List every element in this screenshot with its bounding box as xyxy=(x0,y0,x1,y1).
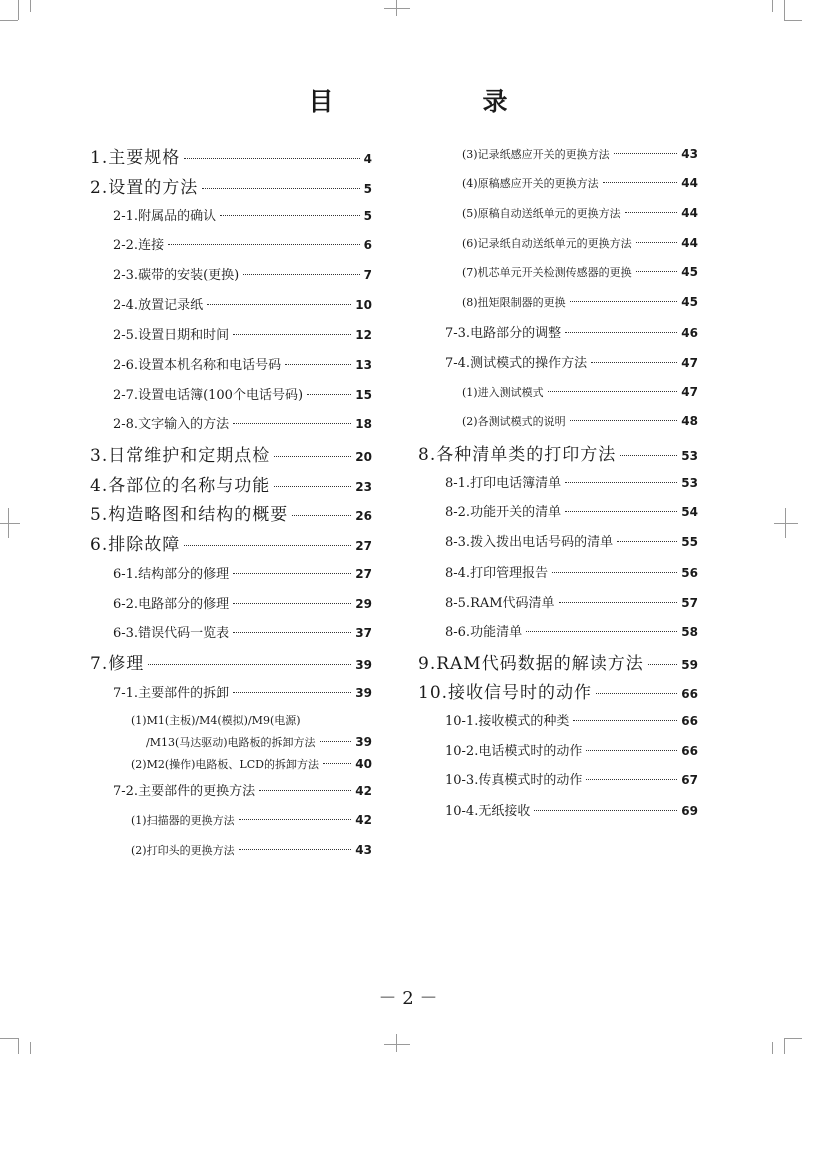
toc-entry-text: 10-1.接收模式的种类 xyxy=(445,714,570,729)
toc-entry[interactable] xyxy=(445,322,698,341)
toc-page-number: 69 xyxy=(681,804,698,818)
toc-entry-text: 2-3.碳带的安装(更换) xyxy=(113,268,240,283)
toc-entry-text: 10.接收信号时的动作 xyxy=(418,683,593,703)
toc-page-number: 47 xyxy=(681,385,698,399)
crop-mark xyxy=(774,523,798,524)
toc-page-number: 39 xyxy=(355,735,372,749)
toc-entry[interactable] xyxy=(462,264,698,280)
leader-dots xyxy=(586,750,677,751)
toc-entry[interactable] xyxy=(146,734,372,750)
toc-page-number: 4 xyxy=(363,152,372,166)
toc-entry[interactable] xyxy=(90,649,372,674)
toc-page-number: 54 xyxy=(681,505,698,519)
toc-entry[interactable] xyxy=(445,592,698,611)
toc-entry[interactable] xyxy=(445,740,698,759)
leader-dots xyxy=(184,158,359,159)
toc-page-number: 5 xyxy=(363,182,372,196)
leader-dots xyxy=(565,482,677,483)
toc-entry[interactable] xyxy=(131,756,372,772)
toc-page-number: 44 xyxy=(681,236,698,250)
toc-entry[interactable] xyxy=(462,175,698,191)
leader-dots xyxy=(565,332,677,333)
toc-entry-text: (5)原稿自动送纸单元的更换方法 xyxy=(462,207,621,220)
toc-entry-text: 10-2.电话模式时的动作 xyxy=(445,744,583,759)
toc-page-number: 37 xyxy=(355,626,372,640)
toc-entry[interactable] xyxy=(113,563,372,582)
leader-dots xyxy=(570,301,678,302)
leader-dots xyxy=(233,692,351,693)
toc-entry-text: (2)各测试模式的说明 xyxy=(462,415,566,428)
toc-entry[interactable] xyxy=(131,842,372,858)
leader-dots xyxy=(320,741,352,742)
leader-dots xyxy=(307,394,351,395)
toc-page-number: 29 xyxy=(355,597,372,611)
leader-dots xyxy=(148,664,351,665)
leader-dots xyxy=(552,572,677,573)
toc-entry-text: 4.各部位的名称与功能 xyxy=(90,476,271,496)
toc-entry[interactable] xyxy=(462,235,698,251)
toc-entry-text: (1)扫描器的更换方法 xyxy=(131,814,235,827)
toc-page-number: 47 xyxy=(681,356,698,370)
toc-entry-text: (7)机芯单元开关检测传感器的更换 xyxy=(462,266,632,279)
toc-entry[interactable] xyxy=(113,324,372,343)
toc-entry-text: 8-6.功能清单 xyxy=(445,625,523,640)
toc-entry[interactable] xyxy=(113,294,372,313)
toc-entry[interactable] xyxy=(445,501,698,520)
toc-entry[interactable] xyxy=(445,562,698,581)
toc-entry-text: 6-3.错误代码一览表 xyxy=(113,626,230,641)
leader-dots xyxy=(323,763,351,764)
toc-entry[interactable] xyxy=(113,264,372,283)
toc-entry[interactable] xyxy=(418,440,698,465)
toc-entry-text: 7-3.电路部分的调整 xyxy=(445,326,562,341)
toc-page-number: 43 xyxy=(681,147,698,161)
toc-page-number: 6 xyxy=(363,238,372,252)
leader-dots xyxy=(603,182,678,183)
leader-dots xyxy=(292,515,351,516)
toc-entry[interactable] xyxy=(445,800,698,819)
toc-entry-text: 8-1.打印电话簿清单 xyxy=(445,476,562,491)
toc-page-number: 46 xyxy=(681,326,698,340)
toc-entry[interactable] xyxy=(445,531,698,550)
crop-mark xyxy=(30,1042,31,1054)
leader-dots xyxy=(636,242,678,243)
leader-dots xyxy=(526,631,677,632)
toc-entry-text: 5.构造略图和结构的概要 xyxy=(90,505,289,525)
toc-entry[interactable] xyxy=(113,384,372,403)
toc-entry-text: 8-4.打印管理报告 xyxy=(445,566,549,581)
toc-entry-text: 10-4.无纸接收 xyxy=(445,804,531,819)
toc-entry[interactable] xyxy=(462,205,698,221)
toc-entry[interactable] xyxy=(113,413,372,432)
toc-page-number: 66 xyxy=(681,714,698,728)
toc-entry-text: (8)扭矩限制器的更换 xyxy=(462,296,566,309)
toc-entry[interactable] xyxy=(418,649,698,674)
toc-page-number: 12 xyxy=(355,328,372,342)
toc-page-number: 45 xyxy=(681,265,698,279)
leader-dots xyxy=(207,304,351,305)
toc-entry-text: 2-5.设置日期和时间 xyxy=(113,328,230,343)
toc-entry[interactable] xyxy=(445,472,698,491)
crop-mark xyxy=(0,523,20,524)
toc-page-number: 43 xyxy=(355,843,372,857)
toc-entry-text: 7-4.测试模式的操作方法 xyxy=(445,356,588,371)
toc-page-number: 27 xyxy=(355,567,372,581)
toc-entry-text: 8-2.功能开关的清单 xyxy=(445,505,562,520)
toc-entry-text: (1)进入测试模式 xyxy=(462,386,544,399)
crop-mark xyxy=(784,0,785,20)
toc-entry-text: 8-5.RAM代码清单 xyxy=(445,596,555,611)
toc-page-number: 44 xyxy=(681,176,698,190)
crop-mark xyxy=(384,8,410,9)
leader-dots xyxy=(548,391,678,392)
toc-entry[interactable] xyxy=(462,413,698,429)
toc-page-number: 26 xyxy=(355,509,372,523)
leader-dots xyxy=(617,541,677,542)
toc-page-number: 53 xyxy=(681,449,698,463)
toc-page-number: 44 xyxy=(681,206,698,220)
leader-dots xyxy=(168,244,360,245)
toc-entry[interactable] xyxy=(113,780,372,799)
leader-dots xyxy=(233,423,351,424)
crop-mark xyxy=(30,0,31,12)
crop-mark xyxy=(0,1038,18,1039)
page-title: 目 录 xyxy=(308,87,570,116)
toc-entry[interactable] xyxy=(90,530,372,555)
toc-entry[interactable] xyxy=(445,352,698,371)
crop-mark xyxy=(0,20,18,21)
leader-dots xyxy=(620,455,677,456)
toc-page-number: 13 xyxy=(355,358,372,372)
leader-dots xyxy=(559,602,678,603)
page-number: － 2 － xyxy=(378,988,438,1009)
toc-entry-text: (2)打印头的更换方法 xyxy=(131,844,235,857)
toc-entry-text: 6.排除故障 xyxy=(90,535,181,555)
toc-entry-text: 10-3.传真模式时的动作 xyxy=(445,773,583,788)
toc-page-number: 42 xyxy=(355,784,372,798)
toc-entry[interactable] xyxy=(113,593,372,612)
leader-dots xyxy=(233,573,351,574)
leader-dots xyxy=(596,693,677,694)
toc-entry-text: 8-3.拨入拨出电话号码的清单 xyxy=(445,535,614,550)
leader-dots xyxy=(239,849,352,850)
leader-dots xyxy=(259,790,351,791)
toc-entry[interactable] xyxy=(445,769,698,788)
toc-page-number: 66 xyxy=(681,744,698,758)
crop-mark xyxy=(772,0,773,12)
toc-entry-text: 1.主要规格 xyxy=(90,148,181,168)
toc-entry[interactable] xyxy=(90,441,372,466)
leader-dots xyxy=(573,720,677,721)
leader-dots xyxy=(636,271,678,272)
crop-mark xyxy=(396,1034,397,1052)
leader-dots xyxy=(570,420,678,421)
crop-mark xyxy=(784,1038,802,1039)
toc-entry-text: 2-6.设置本机名称和电话号码 xyxy=(113,358,282,373)
toc-page-number: 58 xyxy=(681,625,698,639)
toc-entry[interactable] xyxy=(113,234,372,253)
toc-page-number: 40 xyxy=(355,757,372,771)
toc-page-number: 27 xyxy=(355,539,372,553)
leader-dots xyxy=(184,545,351,546)
toc-entry[interactable] xyxy=(462,294,698,310)
crop-mark xyxy=(384,1044,410,1045)
toc-page-number: 39 xyxy=(355,658,372,672)
toc-page-number: 56 xyxy=(681,566,698,580)
toc-entry-text: 3.日常维护和定期点检 xyxy=(90,446,271,466)
crop-mark xyxy=(784,20,802,21)
leader-dots xyxy=(220,215,360,216)
toc-entry[interactable] xyxy=(462,384,698,400)
toc-entry-text: 7-1.主要部件的拆卸 xyxy=(113,686,230,701)
toc-entry[interactable] xyxy=(90,471,372,496)
toc-page-number: 66 xyxy=(681,687,698,701)
toc-entry-text: 2-4.放置记录纸 xyxy=(113,298,204,313)
toc-page-number: 5 xyxy=(363,209,372,223)
crop-mark xyxy=(18,0,19,20)
toc-entry-text: 2-1.附属品的确认 xyxy=(113,209,217,224)
toc-entry[interactable] xyxy=(131,812,372,828)
toc-entry-text: 7-2.主要部件的更换方法 xyxy=(113,784,256,799)
toc-page-number: 67 xyxy=(681,773,698,787)
toc-page-number: 18 xyxy=(355,417,372,431)
toc-entry-text: 2-2.连接 xyxy=(113,238,165,253)
leader-dots xyxy=(202,188,359,189)
toc-page-number: 48 xyxy=(681,414,698,428)
toc-entry[interactable] xyxy=(90,143,372,168)
toc-entry-text: (6)记录纸自动送纸单元的更换方法 xyxy=(462,237,632,250)
toc-entry[interactable] xyxy=(445,710,698,729)
leader-dots xyxy=(591,362,677,363)
toc-entry[interactable] xyxy=(90,173,372,198)
leader-dots xyxy=(534,810,677,811)
leader-dots xyxy=(614,153,678,154)
toc-page-number: 45 xyxy=(681,295,698,309)
toc-entry-text: (4)原稿感应开关的更换方法 xyxy=(462,177,599,190)
toc-entry[interactable] xyxy=(113,205,372,224)
toc-entry-text: (1)M1(主板)/M4(模拟)/M9(电源) xyxy=(131,714,301,727)
toc-entry-text: 2-8.文字输入的方法 xyxy=(113,417,230,432)
toc-entry-text: 8.各种清单类的打印方法 xyxy=(418,445,617,465)
toc-entry-text: 2-7.设置电话簿(100个电话号码) xyxy=(113,388,304,403)
toc-page-number: 42 xyxy=(355,813,372,827)
leader-dots xyxy=(239,819,352,820)
leader-dots xyxy=(274,486,351,487)
toc-entry[interactable] xyxy=(418,678,698,703)
toc-entry-text: 2.设置的方法 xyxy=(90,178,199,198)
toc-page-number: 39 xyxy=(355,686,372,700)
toc-page-number: 59 xyxy=(681,658,698,672)
toc-entry[interactable] xyxy=(113,354,372,373)
toc-page-number: 10 xyxy=(355,298,372,312)
toc-entry-text: 7.修理 xyxy=(90,654,145,674)
leader-dots xyxy=(233,632,351,633)
toc-entry[interactable] xyxy=(113,622,372,641)
leader-dots xyxy=(648,664,678,665)
leader-dots xyxy=(233,334,351,335)
toc-entry-text: (3)记录纸感应开关的更换方法 xyxy=(462,148,610,161)
toc-page-number: 57 xyxy=(681,596,698,610)
toc-entry[interactable] xyxy=(90,500,372,525)
crop-mark xyxy=(18,1038,19,1054)
toc-entry-text: (2)M2(操作)电路板、LCD的拆卸方法 xyxy=(131,758,319,771)
toc-entry-text: 9.RAM代码数据的解读方法 xyxy=(418,654,644,674)
toc-entry-text: 6-1.结构部分的修理 xyxy=(113,567,230,582)
crop-mark xyxy=(772,1042,773,1054)
leader-dots xyxy=(233,603,351,604)
toc-entry[interactable] xyxy=(462,146,698,162)
leader-dots xyxy=(625,212,678,213)
toc-entry-text: 6-2.电路部分的修理 xyxy=(113,597,230,612)
leader-dots xyxy=(586,779,677,780)
leader-dots xyxy=(565,511,677,512)
toc-entry[interactable] xyxy=(445,621,698,640)
toc-page-number: 23 xyxy=(355,480,372,494)
toc-page-number: 53 xyxy=(681,476,698,490)
toc-entry[interactable] xyxy=(113,682,372,701)
toc-page-number: 15 xyxy=(355,388,372,402)
leader-dots xyxy=(285,364,351,365)
toc-page-number: 55 xyxy=(681,535,698,549)
toc-page-number: 20 xyxy=(355,450,372,464)
toc-page-number: 7 xyxy=(363,268,372,282)
leader-dots xyxy=(274,456,351,457)
leader-dots xyxy=(243,274,359,275)
crop-mark xyxy=(784,1038,785,1054)
toc-entry-text: /M13(马达驱动)电路板的拆卸方法 xyxy=(146,736,316,749)
